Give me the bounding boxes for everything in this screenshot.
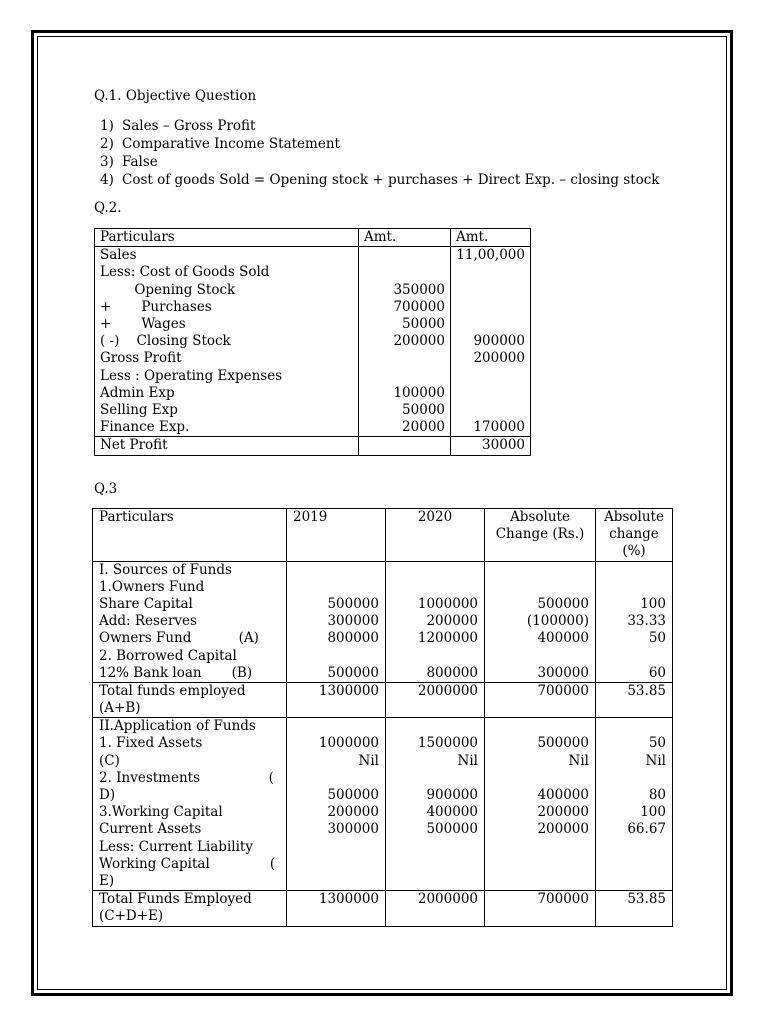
table-row — [95, 316, 531, 333]
table-row — [95, 282, 531, 299]
cell-line — [602, 718, 666, 735]
table-cell: Admin Exp — [95, 385, 359, 402]
table-cell: 20000 — [359, 419, 451, 437]
cell-line — [293, 718, 379, 735]
table-cell: 900000 — [451, 333, 531, 350]
table-cell: Net Profit — [95, 437, 359, 455]
header-amt-2: Amt. — [451, 229, 531, 247]
table-cell — [596, 682, 673, 717]
cell-line: Total funds employed — [99, 682, 246, 699]
cell-line: 200000 — [537, 821, 589, 838]
cell-line: Current Assets — [99, 821, 202, 838]
list-item — [100, 171, 660, 189]
table-cell — [596, 561, 673, 682]
header-absolute-change-rs: Absolute Change (Rs.) — [485, 509, 596, 562]
table-cell: Finance Exp. — [95, 419, 359, 437]
cell-line: (100000) — [526, 613, 589, 630]
cell-line — [392, 562, 478, 579]
table-row — [95, 385, 531, 402]
table-cell — [451, 385, 531, 402]
cell-line: 53.85 — [627, 682, 666, 699]
table-cell: 350000 — [359, 282, 451, 299]
cell-line: Nil — [457, 752, 478, 769]
table-cell — [287, 682, 386, 717]
table-cell: + Wages — [95, 316, 359, 333]
list-item-text: Cost of goods Sold = Opening stock + purchases + Direct Exp. – closing stock — [122, 172, 660, 188]
list-item — [100, 135, 660, 153]
cell-line: Nil — [568, 752, 589, 769]
table-cell — [451, 264, 531, 281]
table-cell — [485, 682, 596, 717]
table-row — [93, 718, 673, 891]
cell-line — [392, 718, 478, 735]
table-cell — [451, 282, 531, 299]
table-cell — [287, 891, 386, 926]
table-cell: Less : Operating Expenses — [95, 368, 359, 385]
cell-line: 50 — [648, 735, 666, 752]
cell-line: 500000 — [537, 595, 589, 612]
cell-line: 3.Working Capital — [99, 804, 223, 821]
cell-line — [602, 579, 666, 596]
table-cell — [359, 247, 451, 265]
cell-line: (C+D+E) — [99, 908, 164, 925]
table-cell — [485, 891, 596, 926]
cell-line: 500000 — [327, 664, 379, 681]
table-cell: ( -) Closing Stock — [95, 333, 359, 350]
table-cell: Selling Exp — [95, 402, 359, 419]
cell-line: 800000 — [426, 664, 478, 681]
cell-line: 50 — [648, 630, 666, 647]
table-header-row — [93, 509, 673, 562]
cell-line — [491, 562, 589, 579]
cell-line: 2000000 — [417, 682, 478, 699]
table-cell: Opening Stock — [95, 282, 359, 299]
header-amt-1: Amt. — [359, 229, 451, 247]
cell-line: 500000 — [327, 787, 379, 804]
table-cell — [287, 561, 386, 682]
cell-line: 33.33 — [627, 613, 666, 630]
cell-line: 1000000 — [318, 735, 379, 752]
cell-line — [293, 770, 379, 787]
cell-line: 100 — [640, 804, 666, 821]
cell-line: 2. Investments ( — [99, 769, 274, 786]
table-row — [93, 891, 673, 926]
table-row — [95, 247, 531, 265]
cell-line: Nil — [358, 752, 379, 769]
header-particulars: Particulars — [95, 229, 359, 247]
table-row — [95, 264, 531, 281]
table-cell — [359, 437, 451, 455]
cell-line — [602, 770, 666, 787]
cell-line — [491, 648, 589, 665]
table-row — [95, 333, 531, 350]
cell-line: 700000 — [537, 891, 589, 908]
table-cell: 11,00,000 — [451, 247, 531, 265]
table-row — [93, 682, 673, 717]
table-cell — [359, 368, 451, 385]
cell-line: 200000 — [327, 804, 379, 821]
table-cell — [485, 718, 596, 891]
table-cell: 50000 — [359, 316, 451, 333]
cell-line: Total Funds Employed — [99, 891, 252, 908]
cell-line — [293, 562, 379, 579]
cell-line: 1000000 — [417, 595, 478, 612]
cell-line — [491, 718, 589, 735]
cell-line — [602, 648, 666, 665]
table-row — [93, 561, 673, 682]
table-cell — [485, 561, 596, 682]
table-cell — [386, 561, 485, 682]
cell-line: 1. Fixed Assets — [99, 735, 203, 752]
table-cell — [596, 891, 673, 926]
table-cell — [386, 891, 485, 926]
cell-line: 500000 — [537, 735, 589, 752]
q2-income-statement-table — [94, 228, 531, 456]
table-row — [95, 368, 531, 385]
cell-line: I. Sources of Funds — [99, 561, 232, 578]
cell-line — [392, 770, 478, 787]
header-2019: 2019 — [287, 509, 386, 562]
cell-line: 400000 — [426, 804, 478, 821]
table-cell — [359, 350, 451, 367]
cell-line: 800000 — [327, 630, 379, 647]
cell-line — [392, 648, 478, 665]
cell-line: 400000 — [537, 630, 589, 647]
table-cell — [93, 682, 287, 717]
table-row — [95, 299, 531, 316]
cell-line: 100 — [640, 595, 666, 612]
cell-line: (A+B) — [99, 700, 141, 717]
table-header-row — [95, 229, 531, 247]
cell-line: 1.Owners Fund — [99, 578, 205, 595]
table-cell: 30000 — [451, 437, 531, 455]
table-cell — [93, 891, 287, 926]
table-cell: 200000 — [451, 350, 531, 367]
cell-line: E) — [99, 872, 115, 889]
cell-line: 12% Bank loan (B) — [99, 664, 253, 681]
q3-comparative-balance-table — [92, 508, 673, 927]
cell-line: Working Capital ( — [99, 855, 276, 872]
q2-title: Q.2. — [94, 200, 122, 216]
cell-line: 2000000 — [417, 891, 478, 908]
cell-line: 80 — [648, 787, 666, 804]
header-particulars: Particulars — [93, 509, 287, 562]
table-cell — [596, 718, 673, 891]
table-cell — [287, 718, 386, 891]
table-cell: 50000 — [359, 402, 451, 419]
table-row — [95, 402, 531, 419]
cell-line: II.Application of Funds — [99, 718, 256, 735]
q1-title: Q.1. Objective Question — [94, 88, 257, 104]
q3-title: Q.3 — [94, 481, 118, 497]
cell-line: (C) — [99, 752, 120, 769]
cell-line: 200000 — [426, 613, 478, 630]
list-item-text: False — [122, 154, 158, 170]
cell-line: 200000 — [537, 804, 589, 821]
table-cell — [386, 682, 485, 717]
net-profit-row — [95, 437, 531, 455]
table-cell: 170000 — [451, 419, 531, 437]
table-cell: + Purchases — [95, 299, 359, 316]
q1-answer-list — [100, 117, 660, 189]
table-cell: 100000 — [359, 385, 451, 402]
cell-line: 1300000 — [318, 682, 379, 699]
cell-line — [392, 579, 478, 596]
table-cell — [451, 299, 531, 316]
cell-line: Owners Fund (A) — [99, 630, 259, 647]
cell-line: 500000 — [327, 595, 379, 612]
cell-line: D) — [99, 787, 116, 804]
table-cell — [93, 718, 287, 891]
table-cell: Gross Profit — [95, 350, 359, 367]
table-cell — [451, 316, 531, 333]
cell-line: Share Capital — [99, 595, 193, 612]
cell-line: 2. Borrowed Capital — [99, 647, 237, 664]
cell-line — [491, 770, 589, 787]
cell-line: 900000 — [426, 787, 478, 804]
cell-line: Nil — [645, 752, 666, 769]
list-item — [100, 153, 660, 171]
table-cell — [451, 402, 531, 419]
cell-line: 53.85 — [627, 891, 666, 908]
cell-line — [602, 562, 666, 579]
table-cell: Sales — [95, 247, 359, 265]
cell-line: 1500000 — [417, 735, 478, 752]
cell-line: Less: Current Liability — [99, 838, 253, 855]
cell-line: 66.67 — [627, 821, 666, 838]
table-cell: 200000 — [359, 333, 451, 350]
table-row — [95, 350, 531, 367]
cell-line: 60 — [648, 664, 666, 681]
list-item-number: 4) — [100, 172, 114, 188]
list-item-text: Sales – Gross Profit — [122, 118, 256, 134]
cell-line: 500000 — [426, 821, 478, 838]
list-item-text: Comparative Income Statement — [122, 136, 340, 152]
cell-line — [491, 579, 589, 596]
cell-line: 300000 — [327, 821, 379, 838]
cell-line: 300000 — [537, 664, 589, 681]
cell-line — [293, 648, 379, 665]
table-cell — [451, 368, 531, 385]
cell-line: 1300000 — [318, 891, 379, 908]
header-absolute-change-pct: Absolute change (%) — [596, 509, 673, 562]
table-cell — [93, 561, 287, 682]
cell-line: 300000 — [327, 613, 379, 630]
cell-line: 400000 — [537, 787, 589, 804]
cell-line: 1200000 — [417, 630, 478, 647]
table-cell — [386, 718, 485, 891]
header-2020: 2020 — [386, 509, 485, 562]
table-cell: 700000 — [359, 299, 451, 316]
table-cell — [359, 264, 451, 281]
cell-line: 700000 — [537, 682, 589, 699]
list-item — [100, 117, 660, 135]
list-item-number: 1) — [100, 118, 114, 134]
table-cell: Less: Cost of Goods Sold — [95, 264, 359, 281]
table-row — [95, 419, 531, 437]
cell-line: Add: Reserves — [99, 613, 197, 630]
list-item-number: 2) — [100, 136, 114, 152]
list-item-number: 3) — [100, 154, 114, 170]
cell-line — [293, 579, 379, 596]
